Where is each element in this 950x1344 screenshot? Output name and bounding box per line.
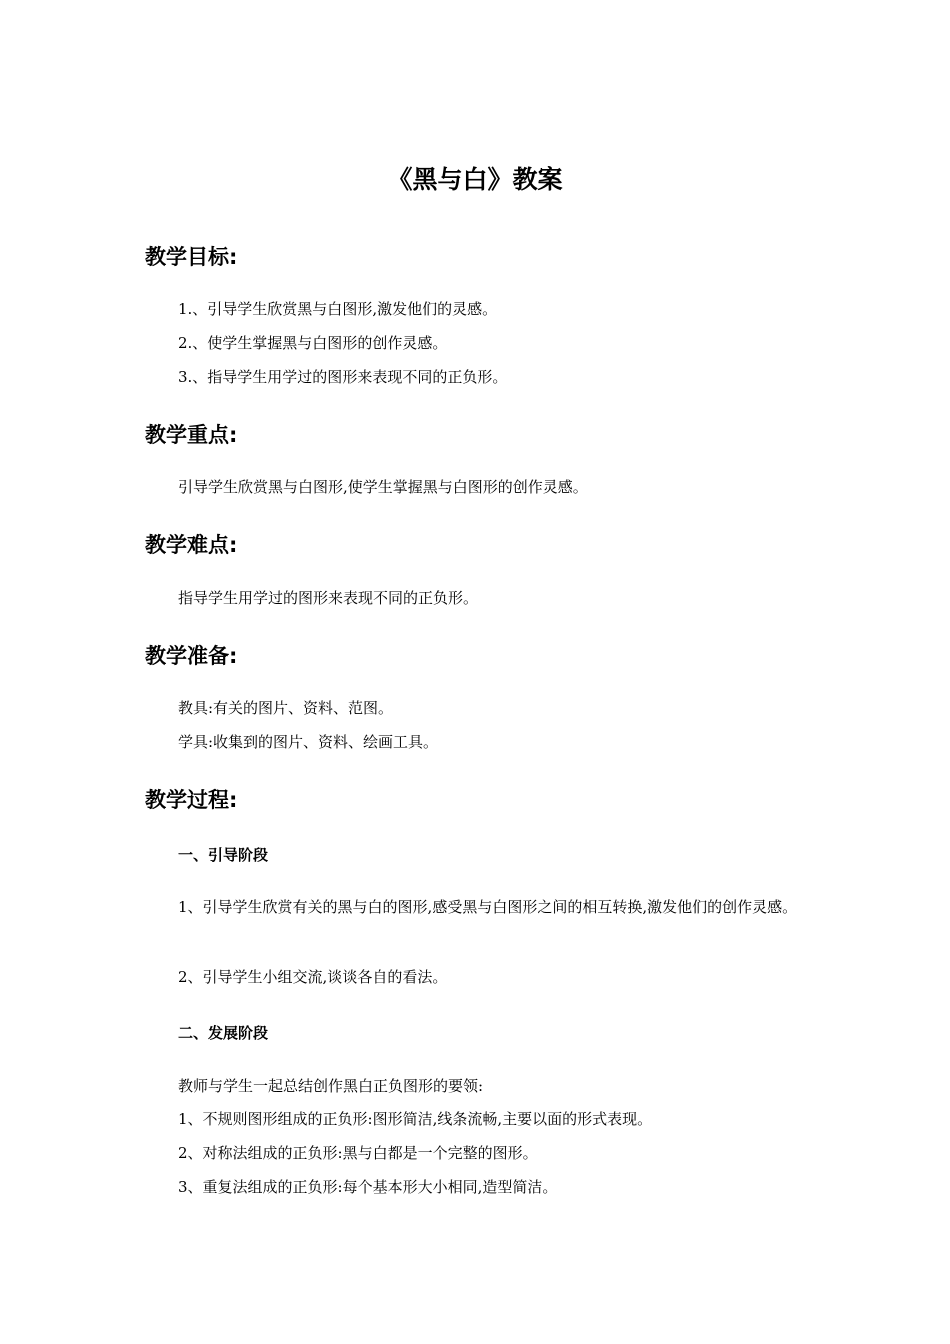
stage2-item: 1、不规则图形组成的正负形:图形简洁,线条流畅,主要以面的形式表现。 [178, 1110, 653, 1128]
key-points-heading: 教学重点: [145, 423, 238, 447]
stage2-item: 2、对称法组成的正负形:黑与白都是一个完整的图形。 [178, 1144, 538, 1162]
stage2-intro: 教师与学生一起总结创作黑白正负图形的要领: [178, 1077, 484, 1095]
stage1-heading: 一、引导阶段 [178, 846, 269, 864]
stage1-item: 1、引导学生欣赏有关的黑与白的图形,感受黑与白图形之间的相互转换,激发他们的创作灵感。 [178, 898, 798, 916]
preparation-heading: 教学准备: [145, 644, 238, 668]
preparation-item: 教具:有关的图片、资料、范图。 [178, 699, 394, 717]
stage1-item: 2、引导学生小组交流,谈谈各自的看法。 [178, 968, 448, 986]
goals-heading: 教学目标: [145, 245, 238, 269]
preparation-item: 学具:收集到的图片、资料、绘画工具。 [178, 733, 439, 751]
stage2-heading: 二、发展阶段 [178, 1024, 269, 1042]
goal-item: 2.、使学生掌握黑与白图形的创作灵感。 [178, 334, 448, 352]
goal-item: 1.、引导学生欣赏黑与白图形,激发他们的灵感。 [178, 300, 498, 318]
process-heading: 教学过程: [145, 788, 238, 812]
difficulties-text: 指导学生用学过的图形来表现不同的正负形。 [178, 589, 479, 607]
key-points-text: 引导学生欣赏黑与白图形,使学生掌握黑与白图形的创作灵感。 [178, 478, 588, 496]
goal-item: 3.、指导学生用学过的图形来表现不同的正负形。 [178, 368, 508, 386]
document-title: 《黑与白》教案 [387, 165, 563, 194]
difficulties-heading: 教学难点: [145, 533, 238, 557]
stage2-item: 3、重复法组成的正负形:每个基本形大小相同,造型简洁。 [178, 1178, 558, 1196]
